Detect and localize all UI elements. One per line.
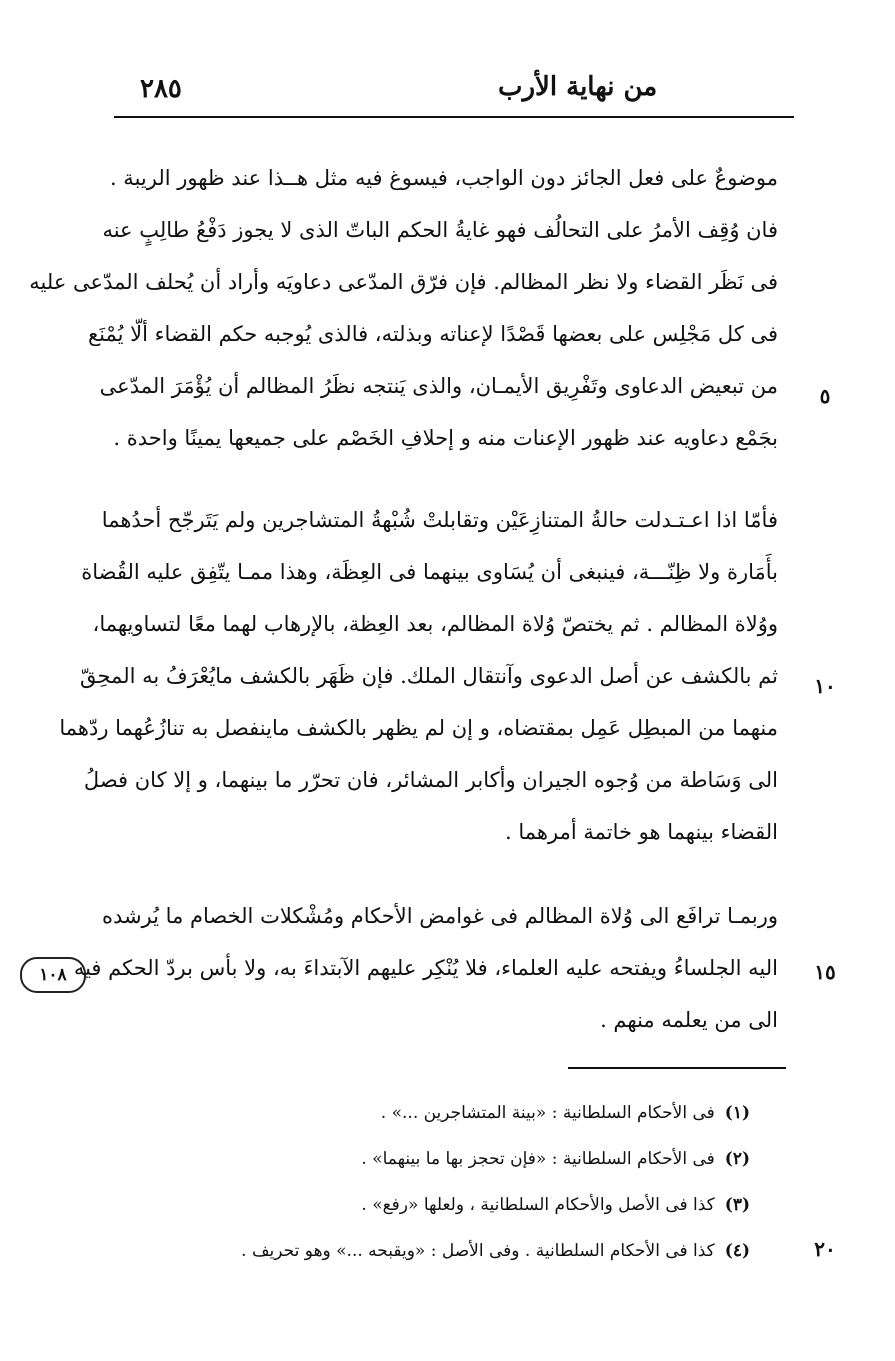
text-line: موضوعٌ على فعل الجائز دون الواجب، فيسوغ فيه مثل هــذا عند ظهور الريبة . xyxy=(109,166,778,190)
margin-folio-mark: ١٠٨ xyxy=(20,957,86,993)
footnotes xyxy=(200,1090,750,1274)
footnote-text: فى الأحكام السلطانية : «فإن تحجز بها ما بينهما» . xyxy=(361,1149,715,1169)
text-line: فأمّا اذا اعـتـدلت حالةُ المتنازِعَيْن وتقابلتْ شُبْهةُ المتشاجرين ولم يَتَرجّح أحدُهما xyxy=(101,508,778,532)
line-number: ١٠ xyxy=(814,674,836,698)
line-number: ١٥ xyxy=(814,960,836,984)
footnote xyxy=(200,1228,750,1274)
footnote-number: (٣) xyxy=(724,1195,750,1215)
text-line: الى من يعلمه منهم . xyxy=(600,1008,778,1032)
text-line: وربمـا ترافَع الى وُلاة المظالم فى غوامض الأحكام ومُشْكلات الخصام ما يُرشده xyxy=(101,904,778,928)
header-rule xyxy=(114,116,794,118)
footnote xyxy=(200,1090,750,1136)
running-title: من نهاية الأرب xyxy=(498,72,658,102)
text-line: بجَمْع دعاويه عند ظهور الإعنات منه و إحلافِ الخَصْم على جميعها يمينًا واحدة . xyxy=(113,426,778,450)
paragraph-2 xyxy=(59,494,778,858)
page-header xyxy=(114,66,794,114)
footnote-text: فى الأحكام السلطانية : «بينة المتشاجرين ...» . xyxy=(380,1103,715,1123)
footnote-number: (٢) xyxy=(724,1149,750,1169)
footnote-text: كذا فى الأحكام السلطانية . وفى الأصل : «ويقبحه ...» وهو تحريف . xyxy=(241,1241,715,1261)
footnote xyxy=(200,1182,750,1228)
page-number: ٢٨٥ xyxy=(140,74,182,104)
text-line: اليه الجلساءُ ويفتحه عليه العلماء، فلا يُنْكِر عليهم الآبتداءَ به، ولا بأس بردّ الحكم فيه xyxy=(73,956,778,980)
text-line: ووُلاة المظالم . ثم يختصّ وُلاة المظالم، بعد العِظة، بالإرهاب لهما معًا لتساويهما، xyxy=(92,612,778,636)
footnote-rule xyxy=(568,1067,786,1069)
line-number: ٢٠ xyxy=(814,1237,836,1261)
paragraph-1 xyxy=(29,152,778,464)
footnote xyxy=(200,1136,750,1182)
text-line: بأَمَارة ولا ظِنّـــة، فينبغى أن يُسَاوى بينهما فى العِظَة، وهذا ممـا يتّفِق عليه القُضاة xyxy=(81,560,778,584)
footnote-text: كذا فى الأصل والأحكام السلطانية ، ولعلها «رفع» . xyxy=(361,1195,715,1215)
footnote-number: (٤) xyxy=(724,1241,750,1261)
text-line: فان وُقِف الأمرُ على التحالُف فهو غايةُ الحكم الباتّ الذى لا يجوز دَفْعُ طالِبٍ عنه xyxy=(102,218,778,242)
text-line: القضاء بينهما هو خاتمة أمرهما . xyxy=(505,820,778,844)
text-line: فى كل مَجْلِس على بعضها قَصْدًا لإعناته وبذلته، فالذى يُوجبه حكم القضاء ألّا يُمْنَع xyxy=(87,322,778,346)
text-line: الى وَسَاطة من وُجوه الجيران وأكابر المشائر، فان تحرّر ما بينهما، و إلا كان فصلُ xyxy=(83,768,778,792)
text-line: من تبعيض الدعاوى وتَفْرِيق الأيمـان، والذى يَنتجه نظَرُ المظالم أن يُؤْمَرَ المدّعى xyxy=(99,374,778,398)
paragraph-3 xyxy=(73,890,778,1046)
footnote-number: (١) xyxy=(724,1103,750,1123)
text-line: منهما من المبطِل عَمِل بمقتضاه، و إن لم يظهر بالكشف ماينفصل به تنازُعُهما ردّهما xyxy=(59,716,778,740)
text-line: ثم بالكشف عن أصل الدعوى وآنتقال الملك. فإن ظَهَر بالكشف مايُعْرَفُ به المحِقّ xyxy=(79,664,778,688)
text-line: فى نَظَر القضاء ولا نظر المظالم. فإن فرّق المدّعى دعاويَه وأراد أن يُحلف المدّعى عليه xyxy=(29,270,778,294)
line-number: ٥ xyxy=(819,384,831,408)
